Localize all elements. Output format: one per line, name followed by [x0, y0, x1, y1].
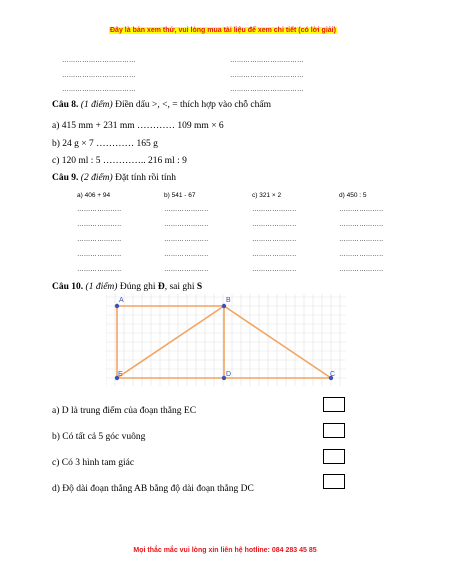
question-9-heading [52, 172, 176, 184]
answer-line: …………………………… [230, 86, 304, 93]
answer-box-d[interactable] [323, 474, 345, 489]
answer-box-a[interactable] [323, 397, 345, 412]
calc-b: b) 541 - 67 [164, 192, 196, 199]
work-line: ……………….. [164, 236, 209, 243]
answer-line: …………………………… [62, 57, 136, 64]
label-d: D [226, 371, 232, 378]
work-line: ……………….. [252, 221, 297, 228]
answer-line: …………………………… [230, 72, 304, 79]
statement-a: a) D là trung điểm của đoạn thẳng EC [52, 406, 197, 416]
work-line: ……………….. [164, 266, 209, 273]
work-line: ……………….. [164, 251, 209, 258]
work-line: ……………….. [339, 266, 384, 273]
answer-line: …………………………… [230, 57, 304, 64]
work-line: ……………….. [77, 206, 122, 213]
statement-c: c) Có 3 hình tam giác [52, 458, 135, 468]
work-line: ……………….. [77, 221, 122, 228]
false-mark: S [196, 282, 203, 292]
work-line: ……………….. [252, 206, 297, 213]
label-c: C [330, 371, 336, 378]
work-line: ……………….. [252, 266, 297, 273]
work-line: ……………….. [252, 236, 297, 243]
figure-labels [118, 297, 335, 378]
work-line: ……………….. [339, 206, 384, 213]
work-line: ……………….. [252, 251, 297, 258]
work-line: ……………….. [339, 251, 384, 258]
question-points: (2 điểm) [80, 173, 113, 183]
work-line: ……………….. [339, 236, 384, 243]
statement-b: b) Có tất cả 5 góc vuông [52, 432, 146, 442]
point-a [115, 304, 119, 308]
question-10-heading [52, 281, 202, 293]
statement-d: d) Độ dài đoạn thẳng AB bằng độ dài đoạn thẳng DC [52, 484, 254, 494]
answer-box-b[interactable] [323, 423, 345, 438]
question-points: (1 điểm) [80, 100, 113, 110]
question-title: Câu 10. [52, 282, 84, 292]
q8-item-a: a) 415 mm + 231 mm ………… 109 mm × 6 [52, 121, 224, 131]
header-banner: Đây là bản xem thử, vui lòng mua tài liệu để xem chi tiết (có lời giải) [110, 27, 336, 34]
question-instruction: Điền dấu >, <, = thích hợp vào chỗ chấm [115, 100, 271, 110]
label-a: A [119, 297, 124, 304]
question-instruction: Đặt tính rồi tính [115, 173, 177, 183]
work-line: ……………….. [77, 266, 122, 273]
question-title: Câu 8. [52, 100, 79, 110]
label-b: B [226, 297, 231, 304]
question-instruction: Đúng ghi [119, 282, 158, 292]
calc-a: a) 406 + 94 [77, 192, 111, 199]
work-line: ……………….. [77, 251, 122, 258]
label-e: E [118, 371, 123, 378]
answer-line: …………………………… [62, 86, 136, 93]
question-points: (1 điểm) [85, 282, 118, 292]
question-instruction-mid: , sai ghi [164, 282, 197, 292]
work-line: ……………….. [339, 221, 384, 228]
footer-banner: Mọi thắc mắc vui lòng xin liên hệ hotline: 084 283 45 85 [133, 547, 317, 554]
answer-line: …………………………… [62, 72, 136, 79]
point-b [222, 304, 226, 308]
q8-item-b: b) 24 g × 7 ………… 165 g [52, 139, 158, 149]
calc-c: c) 321 × 2 [252, 192, 282, 199]
q8-item-c: c) 120 ml : 5 ………….. 216 ml : 9 [52, 156, 187, 166]
work-line: ……………….. [164, 221, 209, 228]
true-mark: Đ [157, 282, 165, 292]
question-title: Câu 9. [52, 173, 79, 183]
work-line: ……………….. [77, 236, 122, 243]
calc-d: d) 450 : 5 [339, 192, 367, 199]
question-8-heading [52, 99, 271, 111]
work-line: ……………….. [164, 206, 209, 213]
answer-box-c[interactable] [323, 449, 345, 464]
geometry-figure [106, 294, 346, 386]
